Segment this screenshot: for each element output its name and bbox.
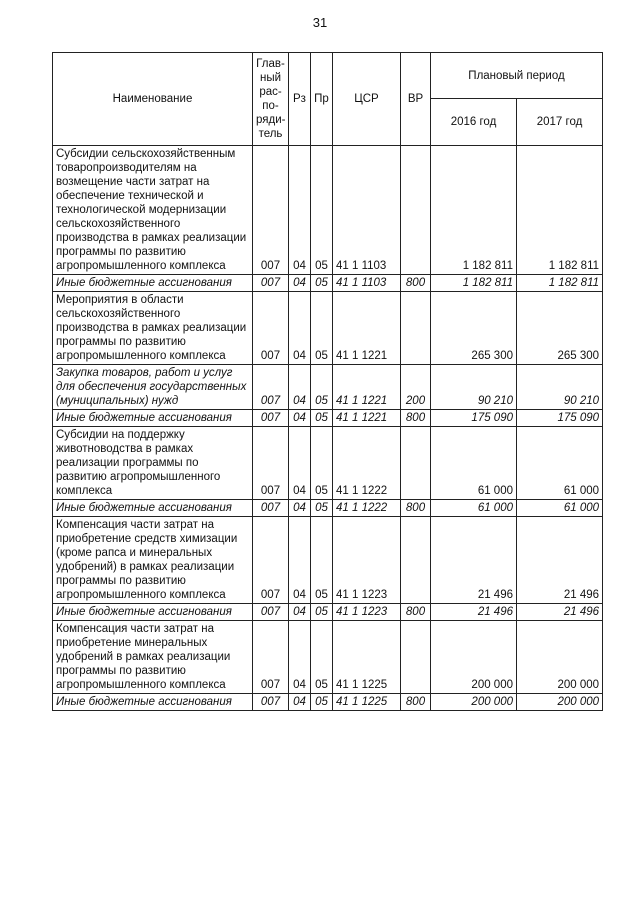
row-amount-2016: 1 182 811 xyxy=(431,146,517,275)
row-csr: 41 1 1223 xyxy=(333,517,401,604)
row-rz: 04 xyxy=(289,427,311,500)
row-name: Иные бюджетные ассигнования xyxy=(53,694,253,711)
header-pr: Пр xyxy=(311,53,333,146)
row-pr: 05 xyxy=(311,694,333,711)
row-pr: 05 xyxy=(311,604,333,621)
row-pr: 05 xyxy=(311,427,333,500)
row-amount-2017: 200 000 xyxy=(517,694,603,711)
row-pr: 05 xyxy=(311,275,333,292)
table-row xyxy=(53,365,603,410)
row-amount-2017: 90 210 xyxy=(517,365,603,410)
row-glav: 007 xyxy=(253,427,289,500)
table-row xyxy=(53,604,603,621)
row-amount-2016: 200 000 xyxy=(431,694,517,711)
header-glav: Глав- ный рас- по- ряди- тель xyxy=(253,53,289,146)
row-rz: 04 xyxy=(289,500,311,517)
table-row xyxy=(53,621,603,694)
row-amount-2017: 1 182 811 xyxy=(517,275,603,292)
row-pr: 05 xyxy=(311,146,333,275)
table-row xyxy=(53,500,603,517)
row-vr: 800 xyxy=(401,694,431,711)
row-glav: 007 xyxy=(253,621,289,694)
row-vr xyxy=(401,146,431,275)
row-name: Компенсация части затрат на приобретение средств химизации (кроме рапса и минеральных удобрений) в рамках реализации программы по развитию агропромышленного комплекса xyxy=(53,517,253,604)
row-name: Мероприятия в области сельскохозяйственного производства в рамках реализации программы по развитию агропромышленного комплекса xyxy=(53,292,253,365)
table-row xyxy=(53,292,603,365)
row-name: Иные бюджетные ассигнования xyxy=(53,604,253,621)
row-csr: 41 1 1221 xyxy=(333,410,401,427)
row-vr xyxy=(401,427,431,500)
row-rz: 04 xyxy=(289,694,311,711)
table-row xyxy=(53,694,603,711)
row-csr: 41 1 1225 xyxy=(333,694,401,711)
row-pr: 05 xyxy=(311,292,333,365)
header-name: Наименование xyxy=(53,53,253,146)
row-name: Компенсация части затрат на приобретение минеральных удобрений в рамках реализации программы по развитию агропромышленного комплекса xyxy=(53,621,253,694)
row-name: Субсидии на поддержку животноводства в рамках реализации программы по развитию агропромышленного комплекса xyxy=(53,427,253,500)
row-vr: 800 xyxy=(401,410,431,427)
budget-table xyxy=(52,52,603,711)
row-csr: 41 1 1221 xyxy=(333,365,401,410)
row-amount-2017: 21 496 xyxy=(517,604,603,621)
row-amount-2017: 61 000 xyxy=(517,500,603,517)
row-rz: 04 xyxy=(289,517,311,604)
row-glav: 007 xyxy=(253,500,289,517)
row-rz: 04 xyxy=(289,275,311,292)
row-glav: 007 xyxy=(253,517,289,604)
row-pr: 05 xyxy=(311,410,333,427)
row-csr: 41 1 1222 xyxy=(333,500,401,517)
row-csr: 41 1 1222 xyxy=(333,427,401,500)
row-pr: 05 xyxy=(311,500,333,517)
row-pr: 05 xyxy=(311,365,333,410)
table-row xyxy=(53,275,603,292)
row-pr: 05 xyxy=(311,621,333,694)
row-vr xyxy=(401,621,431,694)
row-glav: 007 xyxy=(253,275,289,292)
header-planned-period: Плановый период xyxy=(431,53,603,99)
row-glav: 007 xyxy=(253,694,289,711)
row-amount-2017: 265 300 xyxy=(517,292,603,365)
row-amount-2016: 200 000 xyxy=(431,621,517,694)
row-csr: 41 1 1221 xyxy=(333,292,401,365)
row-amount-2016: 175 090 xyxy=(431,410,517,427)
table-row xyxy=(53,146,603,275)
row-amount-2017: 61 000 xyxy=(517,427,603,500)
row-vr xyxy=(401,517,431,604)
row-glav: 007 xyxy=(253,604,289,621)
row-name: Субсидии сельскохозяйственным товаропроизводителям на возмещение части затрат на обеспечение технической и технологической модернизации сельскохозяйственного производства в рамках реализации программы по развитию агропромышленного комплекса xyxy=(53,146,253,275)
row-amount-2016: 61 000 xyxy=(431,500,517,517)
row-vr: 800 xyxy=(401,500,431,517)
row-vr xyxy=(401,292,431,365)
row-name: Иные бюджетные ассигнования xyxy=(53,410,253,427)
row-name: Закупка товаров, работ и услуг для обеспечения государственных (муниципальных) нужд xyxy=(53,365,253,410)
row-amount-2016: 61 000 xyxy=(431,427,517,500)
table-row xyxy=(53,517,603,604)
row-csr: 41 1 1103 xyxy=(333,146,401,275)
header-year-2017: 2017 год xyxy=(517,99,603,146)
row-amount-2016: 90 210 xyxy=(431,365,517,410)
row-pr: 05 xyxy=(311,517,333,604)
row-vr: 800 xyxy=(401,604,431,621)
row-rz: 04 xyxy=(289,410,311,427)
header-csr: ЦСР xyxy=(333,53,401,146)
table-body xyxy=(53,146,603,711)
table-row xyxy=(53,427,603,500)
row-amount-2017: 21 496 xyxy=(517,517,603,604)
row-glav: 007 xyxy=(253,410,289,427)
page-number: 31 xyxy=(312,15,328,30)
row-rz: 04 xyxy=(289,604,311,621)
row-amount-2017: 1 182 811 xyxy=(517,146,603,275)
row-glav: 007 xyxy=(253,365,289,410)
row-rz: 04 xyxy=(289,146,311,275)
row-amount-2016: 1 182 811 xyxy=(431,275,517,292)
row-csr: 41 1 1225 xyxy=(333,621,401,694)
row-vr: 800 xyxy=(401,275,431,292)
row-csr: 41 1 1223 xyxy=(333,604,401,621)
row-glav: 007 xyxy=(253,146,289,275)
table-row xyxy=(53,410,603,427)
row-name: Иные бюджетные ассигнования xyxy=(53,275,253,292)
row-rz: 04 xyxy=(289,292,311,365)
row-amount-2017: 175 090 xyxy=(517,410,603,427)
row-glav: 007 xyxy=(253,292,289,365)
row-vr: 200 xyxy=(401,365,431,410)
row-amount-2016: 21 496 xyxy=(431,604,517,621)
row-rz: 04 xyxy=(289,365,311,410)
header-year-2016: 2016 год xyxy=(431,99,517,146)
row-rz: 04 xyxy=(289,621,311,694)
row-amount-2016: 265 300 xyxy=(431,292,517,365)
row-amount-2016: 21 496 xyxy=(431,517,517,604)
header-vr: ВР xyxy=(401,53,431,146)
row-name: Иные бюджетные ассигнования xyxy=(53,500,253,517)
row-amount-2017: 200 000 xyxy=(517,621,603,694)
header-rz: Рз xyxy=(289,53,311,146)
row-csr: 41 1 1103 xyxy=(333,275,401,292)
